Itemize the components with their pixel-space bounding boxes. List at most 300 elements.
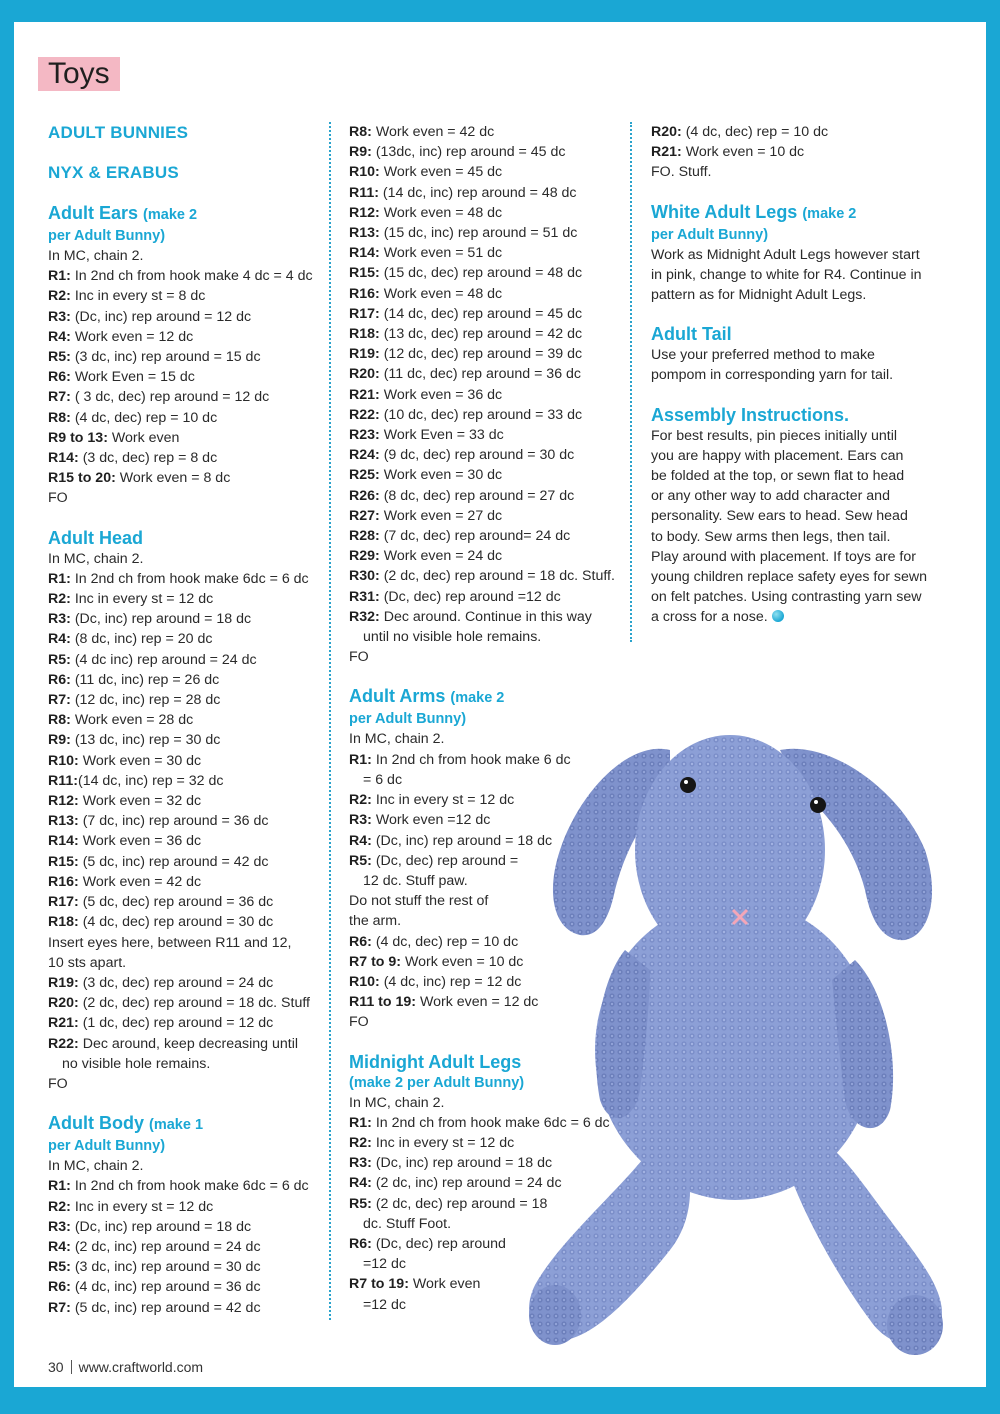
row-text: Work even = 10 dc <box>401 953 524 970</box>
row-label: R3: <box>48 1218 71 1235</box>
row-label: R19: <box>48 974 79 991</box>
text-line: young children replace safety eyes for sewn <box>651 569 928 586</box>
pattern-row <box>48 327 324 347</box>
arms-note-1: Do not stuff the rest of <box>349 893 489 910</box>
arms-intro: In MC, chain 2. <box>349 731 445 748</box>
pattern-row <box>48 609 324 629</box>
pattern-row <box>48 1034 324 1054</box>
pattern-row <box>48 1257 324 1277</box>
row-text: (2 dc, dec) rep around = 18 <box>371 1195 548 1212</box>
pattern-row <box>349 344 624 364</box>
row-label: R4: <box>48 328 71 345</box>
row-text: (5 dc, dec) rep around = 36 dc <box>78 894 274 911</box>
row-text: Work even = 42 dc <box>371 124 495 140</box>
pattern-row <box>48 771 324 791</box>
page-frame-bottom <box>0 1387 1000 1414</box>
head-r22-cont: no visible hole remains. <box>62 1055 211 1072</box>
page-frame-left <box>0 0 14 1414</box>
pattern-row <box>349 506 624 526</box>
legs-r6: R6: (Dc, dec) rep around <box>349 1235 506 1252</box>
row-label: R9: <box>349 144 372 161</box>
row-text: (Dc, inc) rep around = 18 dc <box>371 1155 553 1172</box>
row-text: (14 dc, inc) rep around = 48 dc <box>378 184 577 201</box>
row-label: R2: <box>48 591 71 608</box>
row-label: R4: <box>349 832 372 849</box>
row-text: In 2nd ch from hook make 6dc = 6 dc <box>70 1178 309 1195</box>
row-text: (14 dc, inc) rep = 32 dc <box>77 772 224 789</box>
pattern-row <box>48 751 324 771</box>
row-text: Inc in every st = 12 dc <box>371 792 515 809</box>
row-label: R5: <box>48 651 71 668</box>
pattern-row <box>48 973 324 993</box>
row-text: (2 dc, dec) rep around = 18 dc. Stuff <box>78 995 310 1012</box>
arms-note-2: the arm. <box>349 913 402 930</box>
row-label: R27: <box>349 507 380 524</box>
row-text: Work even =12 dc <box>371 812 491 829</box>
row-label: R5: <box>48 349 71 366</box>
heading-white-legs: White Adult Legs (make 2 <box>651 201 857 222</box>
pattern-row <box>48 1197 324 1217</box>
row-text: In 2nd ch from hook make 6dc = 6 dc <box>70 570 309 587</box>
text-line: a cross for a nose. <box>651 607 941 627</box>
row-text: Work even = 30 dc <box>379 467 503 484</box>
row-label: R16: <box>48 873 79 890</box>
page-frame-right <box>986 0 1000 1414</box>
legs-r7: R7 to 19: Work even <box>349 1276 481 1293</box>
pattern-row <box>48 912 324 932</box>
row-text: (13dc, inc) rep around = 45 dc <box>371 144 566 161</box>
body-rows <box>48 1176 324 1317</box>
pattern-row <box>48 1176 324 1196</box>
pattern-row <box>651 122 941 142</box>
heading-adult-head: Adult Head <box>48 527 144 548</box>
row-label: R7: <box>48 692 71 709</box>
row-text: (4 dc, inc) rep = 12 dc <box>379 973 522 990</box>
pattern-row <box>48 1298 324 1318</box>
row-label: R23: <box>349 427 380 444</box>
row-label: R9: <box>48 732 71 749</box>
pattern-row <box>349 425 624 445</box>
legs-r5-cont: dc. Stuff Foot. <box>363 1215 452 1232</box>
pattern-row <box>349 546 624 566</box>
pattern-row <box>48 408 324 428</box>
row-label: R11 to 19: <box>349 994 417 1011</box>
row-label: R14: <box>48 833 79 850</box>
pattern-row <box>48 367 324 387</box>
white-legs-text <box>651 245 941 306</box>
row-label: R4: <box>349 1175 372 1192</box>
yarn-ball-icon <box>772 610 784 622</box>
pattern-row <box>349 364 624 384</box>
row-label: R20: <box>48 995 79 1012</box>
row-label: R10: <box>48 752 79 769</box>
row-text: Work even = 36 dc <box>78 833 202 850</box>
pattern-subtitle: NYX & ERABUS <box>48 163 179 182</box>
text-line: pattern as for Midnight Adult Legs. <box>651 287 867 304</box>
row-label: R3: <box>349 812 372 829</box>
arms-r5-cont: 12 dc. Stuff paw. <box>363 872 468 889</box>
row-text: (10 dc, dec) rep around = 33 dc <box>379 406 583 423</box>
row-label: R3: <box>349 1155 372 1172</box>
row-label: R20: <box>651 124 682 140</box>
crochet-bunny-photo <box>520 720 960 1380</box>
page-folio <box>48 1357 203 1377</box>
row-label: R20: <box>349 366 380 383</box>
row-text: Work even = 10 dc <box>681 144 805 161</box>
row-label: R13: <box>48 813 79 830</box>
pattern-row <box>349 445 624 465</box>
row-label: R4: <box>48 1238 71 1255</box>
pattern-row <box>349 324 624 344</box>
row-text: Work even = 24 dc <box>379 548 503 565</box>
pattern-row <box>48 831 324 851</box>
row-text: Work even = 27 dc <box>379 507 503 524</box>
row-label: R7 to 9: <box>349 953 402 970</box>
row-label: R8: <box>349 124 372 140</box>
row-text: Work even = 45 dc <box>379 164 503 181</box>
pattern-row <box>651 142 941 162</box>
row-text: Inc in every st = 12 dc <box>371 1134 515 1151</box>
head-end: FO <box>48 1075 68 1092</box>
pattern-row <box>48 872 324 892</box>
row-label: R3: <box>48 308 71 325</box>
row-text: (5 dc, inc) rep around = 42 dc <box>78 853 269 870</box>
row-label: R16: <box>349 285 380 302</box>
pattern-row <box>48 1237 324 1257</box>
pattern-row <box>48 892 324 912</box>
row-text: (Dc, inc) rep around = 18 dc <box>70 611 252 628</box>
row-text: (4 dc, dec) rep = 10 dc <box>371 933 519 950</box>
row-text: (13 dc, inc) rep = 30 dc <box>70 732 221 749</box>
pattern-row <box>349 465 624 485</box>
row-label: R26: <box>349 487 380 504</box>
row-text: Work even = 28 dc <box>70 712 194 729</box>
row-text: (3 dc, inc) rep around = 15 dc <box>70 349 261 366</box>
text-line: you are happy with placement. Ears can <box>651 447 904 464</box>
row-text: Dec around, keep decreasing until <box>78 1035 299 1052</box>
row-text: Work even = 48 dc <box>379 285 503 302</box>
pattern-row <box>349 263 624 283</box>
row-text: (14 dc, dec) rep around = 45 dc <box>379 305 583 322</box>
row-text: (7 dc, inc) rep around = 36 dc <box>78 813 269 830</box>
row-label: R15 to 20: <box>48 470 116 487</box>
row-text: (2 dc, dec) rep around = 18 dc. Stuff. <box>379 568 615 585</box>
heading-adult-ears-note: per Adult Bunny) <box>48 228 166 244</box>
pattern-row <box>349 203 624 223</box>
row-text: Inc in every st = 12 dc <box>70 591 214 608</box>
row-label: R8: <box>48 409 71 426</box>
row-text: (3 dc, dec) rep around = 24 dc <box>78 974 274 991</box>
row-text: ( 3 dc, dec) rep around = 12 dc <box>70 389 270 406</box>
row-text: Work even = 12 dc <box>70 328 194 345</box>
row-text: Work even = 32 dc <box>78 793 202 810</box>
row-label: R17: <box>48 894 79 911</box>
row-label: R3: <box>48 611 71 628</box>
row-label: R2: <box>48 1198 71 1215</box>
row-label: R31: <box>349 588 380 605</box>
row-label: R7: <box>48 1299 71 1316</box>
pattern-row <box>48 266 324 286</box>
pattern-row <box>48 1277 324 1297</box>
row-text: (11 dc, inc) rep = 26 dc <box>70 671 220 688</box>
pattern-row <box>349 183 624 203</box>
head-note-1: Insert eyes here, between R11 and 12, <box>48 934 292 951</box>
row-text: (4 dc, dec) rep = 10 dc <box>681 124 829 140</box>
tail-text <box>651 345 941 385</box>
row-label: R13: <box>349 225 380 242</box>
pattern-row <box>48 730 324 750</box>
section-tab: Toys <box>38 57 120 91</box>
row-text: (4 dc, dec) rep around = 30 dc <box>78 914 274 931</box>
text-line: on felt patches. Using contrasting yarn sew <box>651 589 922 606</box>
legs-end: FO. Stuff. <box>651 164 712 181</box>
text-line: Use your preferred method to make <box>651 347 875 364</box>
row-label: R5: <box>349 1195 372 1212</box>
row-label: R6: <box>349 933 372 950</box>
pattern-row <box>349 162 624 182</box>
text-line: or any other way to add character and <box>651 488 890 505</box>
row-text: Work even = 12 dc <box>416 994 539 1011</box>
row-text: (Dc, inc) rep around = 18 dc <box>371 832 553 849</box>
head-rows-2 <box>48 973 324 1054</box>
row-text: (2 dc, inc) rep around = 24 dc <box>371 1175 562 1192</box>
row-text: (5 dc, inc) rep around = 42 dc <box>70 1299 261 1316</box>
row-label: R17: <box>349 305 380 322</box>
row-text: (11 dc, dec) rep around = 36 dc <box>379 366 582 383</box>
row-label: R19: <box>349 346 380 363</box>
row-text: (Dc, inc) rep around = 12 dc <box>70 308 252 325</box>
arms-r1: R1: In 2nd ch from hook make 6 dc <box>349 751 571 768</box>
row-label: R6: <box>48 369 71 386</box>
row-text: Work even = 42 dc <box>78 873 202 890</box>
row-text: Work Even = 33 dc <box>379 427 504 444</box>
pattern-row <box>48 993 324 1013</box>
row-label: R4: <box>48 631 71 648</box>
text-line: in pink, change to white for R4. Continue in <box>651 266 922 283</box>
heading-adult-arms-note: per Adult Bunny) <box>349 711 467 728</box>
row-label: R1: <box>349 1114 372 1131</box>
pattern-row <box>349 223 624 243</box>
row-label: R6: <box>48 1279 71 1296</box>
row-text: Work even = 51 dc <box>379 245 503 262</box>
row-text: In 2nd ch from hook make 4 dc = 4 dc <box>70 268 313 285</box>
row-text: (4 dc inc) rep around = 24 dc <box>70 651 257 668</box>
row-text: Work Even = 15 dc <box>70 369 195 386</box>
legs-r7-cont: =12 dc <box>363 1296 406 1313</box>
row-label: R25: <box>349 467 380 484</box>
row-label: R7: <box>48 389 71 406</box>
column-1 <box>48 122 324 1318</box>
text-line: For best results, pin pieces initially until <box>651 427 898 444</box>
row-label: R10: <box>349 973 380 990</box>
row-text: (1 dc, dec) rep around = 12 dc <box>78 1015 274 1032</box>
row-text: (Dc, dec) rep around =12 dc <box>379 588 561 605</box>
pattern-row <box>48 791 324 811</box>
row-text: In 2nd ch from hook make 6dc = 6 dc <box>371 1114 610 1131</box>
head-note-2: 10 sts apart. <box>48 954 127 971</box>
row-text: (15 dc, inc) rep around = 51 dc <box>379 225 578 242</box>
row-label: R22: <box>48 1035 79 1052</box>
row-label: R8: <box>48 712 71 729</box>
row-label: R15: <box>48 853 79 870</box>
text-line: Work as Midnight Adult Legs however start <box>651 246 920 263</box>
pattern-row <box>48 710 324 730</box>
heading-adult-body-note: per Adult Bunny) <box>48 1138 166 1155</box>
body-r32-cont: until no visible hole remains. <box>363 629 542 646</box>
row-text: Work even = 30 dc <box>78 752 202 769</box>
pattern-row <box>48 347 324 367</box>
pattern-row <box>48 569 324 589</box>
column-divider-1 <box>329 122 331 1320</box>
pattern-row <box>48 307 324 327</box>
pattern-row <box>48 811 324 831</box>
heading-midnight-legs-note: (make 2 per Adult Bunny) <box>349 1074 525 1091</box>
head-intro: In MC, chain 2. <box>48 550 144 567</box>
row-text: (8 dc, dec) rep around = 27 dc <box>379 487 575 504</box>
pattern-row <box>349 385 624 405</box>
text-line: Play around with placement. If toys are for <box>651 548 916 565</box>
pattern-row <box>349 526 624 546</box>
pattern-row <box>349 243 624 263</box>
pattern-row <box>48 428 324 448</box>
row-label: R2: <box>48 288 71 305</box>
row-label: R29: <box>349 548 380 565</box>
pattern-row <box>349 122 624 142</box>
legs-intro: In MC, chain 2. <box>349 1094 445 1111</box>
pattern-row <box>48 387 324 407</box>
row-text: Work even = 8 dc <box>115 470 231 487</box>
pattern-row <box>349 405 624 425</box>
pattern-row <box>48 1217 324 1237</box>
heading-assembly: Assembly Instructions. <box>651 404 850 425</box>
row-text: (3 dc, dec) rep = 8 dc <box>78 450 218 467</box>
pattern-row <box>349 607 624 627</box>
row-text: (8 dc, inc) rep = 20 dc <box>70 631 213 648</box>
pattern-row <box>48 629 324 649</box>
heading-midnight-legs: Midnight Adult Legs <box>349 1051 522 1072</box>
body-end: FO <box>349 649 369 666</box>
pattern-row <box>349 284 624 304</box>
row-label: R18: <box>48 914 79 931</box>
pattern-row <box>349 486 624 506</box>
row-text: Work even = 48 dc <box>379 204 503 221</box>
row-label: R1: <box>48 268 71 285</box>
text-line: personality. Sew ears to head. Sew head <box>651 508 908 525</box>
row-text: (12 dc, dec) rep around = 39 dc <box>379 346 583 363</box>
body-intro: In MC, chain 2. <box>48 1158 144 1175</box>
row-text: (3 dc, inc) rep around = 30 dc <box>70 1259 261 1276</box>
ears-rows <box>48 266 324 488</box>
pattern-row <box>349 142 624 162</box>
row-text: (12 dc, inc) rep = 28 dc <box>70 692 221 709</box>
row-text: Inc in every st = 8 dc <box>70 288 206 305</box>
page-frame-top <box>0 0 1000 22</box>
heading-adult-ears: Adult Ears (make 2 <box>48 203 198 223</box>
row-label: R2: <box>349 792 372 809</box>
text-line: be folded at the top, or sewn flat to head <box>651 468 905 485</box>
row-label: R10: <box>349 164 380 181</box>
pattern-row <box>48 286 324 306</box>
heading-adult-body: Adult Body (make 1 <box>48 1113 204 1134</box>
heading-white-legs-note: per Adult Bunny) <box>651 226 769 243</box>
heading-adult-arms: Adult Arms (make 2 <box>349 686 505 707</box>
row-label: R5: <box>349 852 372 869</box>
text-line: pompom in corresponding yarn for tail. <box>651 367 894 384</box>
row-label: R1: <box>48 570 71 587</box>
row-label: R21: <box>349 386 380 403</box>
row-label: R12: <box>48 793 79 810</box>
row-text: (9 dc, dec) rep around = 30 dc <box>379 447 575 464</box>
row-text: (Dc, inc) rep around = 18 dc <box>70 1218 252 1235</box>
row-label: R11: <box>349 184 379 201</box>
head-rows <box>48 569 324 933</box>
pattern-row <box>48 448 324 468</box>
pattern-row <box>349 566 624 586</box>
row-label: R9 to 13: <box>48 429 108 446</box>
row-label: R32: <box>349 608 380 625</box>
row-text: (Dc, dec) rep around = <box>371 852 519 869</box>
row-label: R15: <box>349 265 380 282</box>
heading-adult-tail: Adult Tail <box>651 324 732 345</box>
pattern-row <box>349 304 624 324</box>
row-label: R11: <box>48 772 78 789</box>
body-rows-cont <box>349 122 624 627</box>
row-label: R12: <box>349 204 380 221</box>
row-text: (4 dc, inc) rep around = 36 dc <box>70 1279 261 1296</box>
pattern-row <box>349 587 624 607</box>
row-text: (15 dc, dec) rep around = 48 dc <box>379 265 583 282</box>
row-text: Dec around. Continue in this way <box>379 608 592 625</box>
row-label: R2: <box>349 1134 372 1151</box>
text-line: to body. Sew arms then legs, then tail. <box>651 528 891 545</box>
page-number: 30 <box>48 1359 64 1375</box>
pattern-row <box>48 690 324 710</box>
row-label: R24: <box>349 447 380 464</box>
row-text: Work even <box>107 429 180 446</box>
pattern-row <box>48 650 324 670</box>
row-label: R21: <box>48 1015 79 1032</box>
ears-intro: In MC, chain 2. <box>48 248 144 264</box>
row-text: (2 dc, inc) rep around = 24 dc <box>70 1238 261 1255</box>
column-divider-2 <box>630 122 632 642</box>
pattern-row <box>48 1013 324 1033</box>
row-text: Work even = 36 dc <box>379 386 503 403</box>
website-link: www.craftworld.com <box>78 1359 204 1375</box>
row-label: R1: <box>48 1178 71 1195</box>
legs-r6-cont: =12 dc <box>363 1256 406 1273</box>
arms-r1-cont: = 6 dc <box>363 771 403 788</box>
row-label: R28: <box>349 528 380 545</box>
row-label: R21: <box>651 144 682 161</box>
row-label: R22: <box>349 406 380 423</box>
pattern-row <box>48 468 324 488</box>
row-text: Inc in every st = 12 dc <box>70 1198 214 1215</box>
pattern-row <box>48 852 324 872</box>
row-label: R6: <box>48 671 71 688</box>
row-label: R14: <box>349 245 380 262</box>
row-label: R18: <box>349 326 380 343</box>
assembly-text <box>651 426 941 628</box>
pattern-row <box>48 670 324 690</box>
row-text: (4 dc, dec) rep = 10 dc <box>70 409 218 426</box>
pattern-title: ADULT BUNNIES <box>48 123 189 142</box>
row-label: R14: <box>48 450 79 467</box>
column-3 <box>651 122 941 628</box>
arms-end: FO <box>349 1014 369 1031</box>
ears-end: FO <box>48 490 68 507</box>
row-label: R30: <box>349 568 380 585</box>
pattern-row <box>48 589 324 609</box>
